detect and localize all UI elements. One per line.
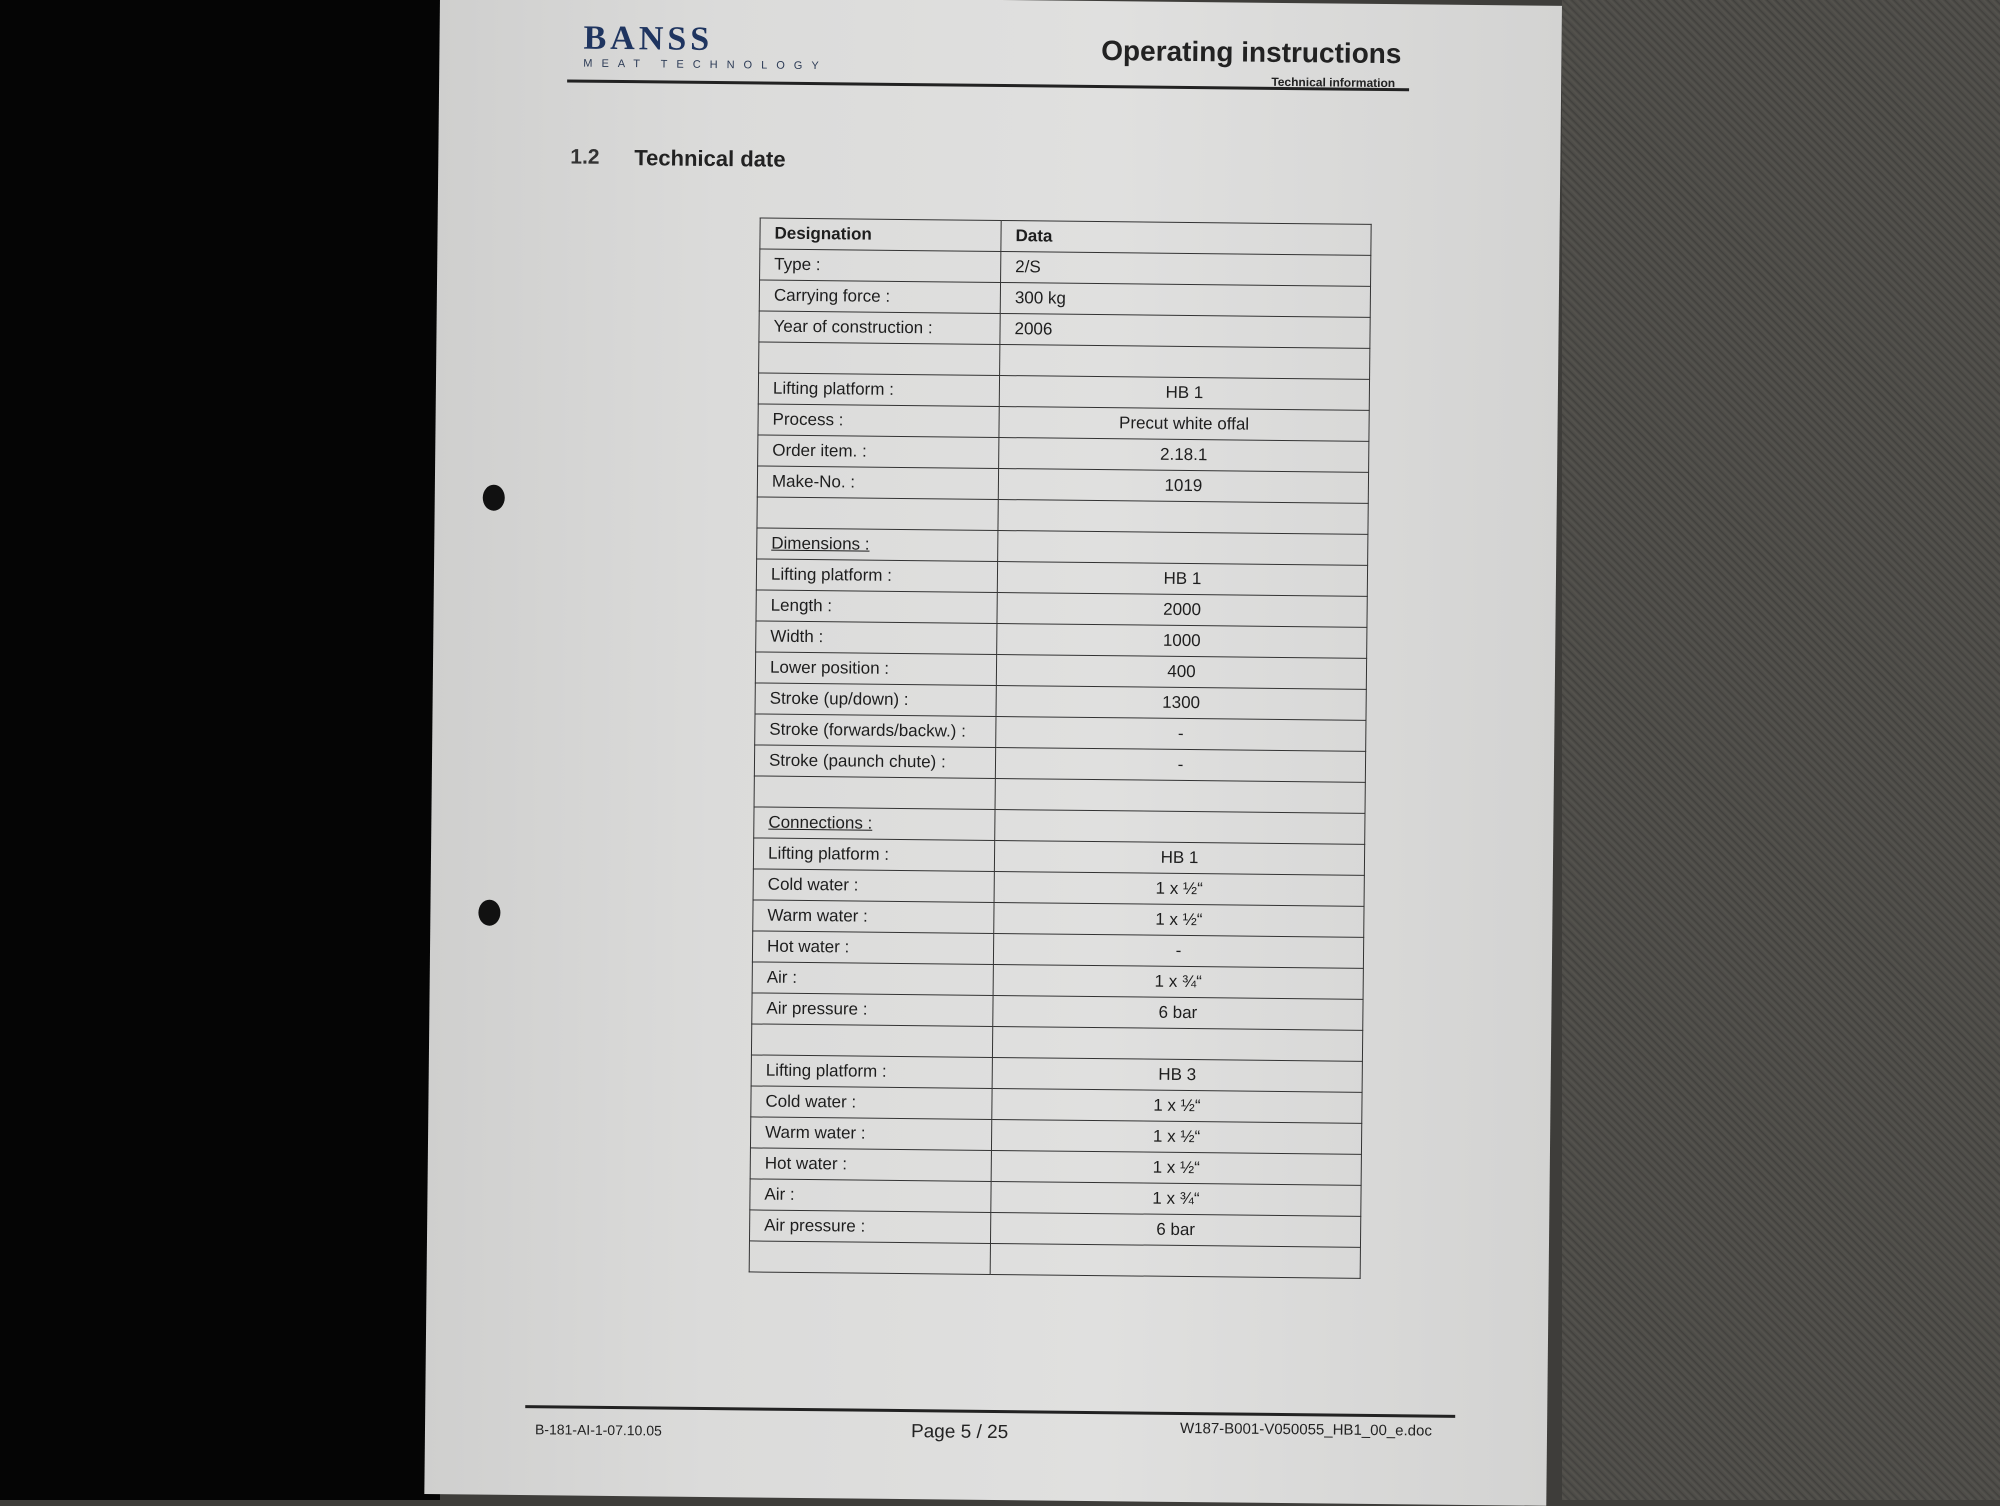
designation-cell: Warm water :	[753, 900, 994, 934]
data-cell: 1019	[998, 469, 1368, 504]
designation-cell: Type :	[760, 249, 1001, 283]
data-cell: HB 1	[994, 840, 1364, 875]
designation-cell: Hot water :	[752, 931, 993, 965]
background-left	[0, 0, 440, 1500]
designation-cell: Carrying force :	[759, 280, 1000, 314]
designation-cell: Stroke (forwards/backw.) :	[755, 714, 996, 748]
data-cell: 1 x ½“	[991, 1150, 1361, 1185]
logo-main-text: BANSS	[583, 19, 714, 58]
designation-cell: Make-No. :	[757, 466, 998, 500]
data-cell	[1000, 345, 1370, 380]
footer-document-code: B-181-AI-1-07.10.05	[534, 1421, 662, 1439]
designation-cell: Stroke (up/down) :	[755, 683, 996, 717]
designation-cell: Lifting platform :	[758, 373, 999, 407]
designation-cell: Length :	[756, 590, 997, 624]
footer-page-number: Page 5 / 25	[910, 1421, 1009, 1444]
data-cell	[995, 778, 1365, 813]
data-cell	[990, 1243, 1360, 1278]
table-row	[749, 1241, 1360, 1278]
data-cell	[998, 499, 1368, 534]
section-number: 1.2	[570, 145, 600, 169]
data-cell: -	[993, 933, 1363, 968]
data-cell	[998, 530, 1368, 565]
designation-cell: Air pressure :	[752, 993, 993, 1027]
data-cell: 1 x ¾“	[991, 1181, 1361, 1216]
designation-cell: Order item. :	[758, 435, 999, 469]
data-cell: 6 bar	[990, 1212, 1360, 1247]
designation-cell: Lifting platform :	[756, 559, 997, 593]
footer-divider	[525, 1405, 1455, 1418]
data-cell	[995, 809, 1365, 844]
designation-cell: Air :	[750, 1179, 991, 1213]
logo-sub-text: MEAT TECHNOLOGY	[583, 57, 828, 73]
data-cell: 2006	[1000, 314, 1370, 349]
punch-hole-icon	[483, 485, 505, 511]
data-cell: 1 x ¾“	[993, 964, 1363, 999]
data-cell: 2000	[997, 592, 1367, 627]
data-cell: 300 kg	[1000, 283, 1370, 318]
document-subtitle: Technical information	[1271, 74, 1396, 91]
data-cell: 2.18.1	[999, 438, 1369, 473]
designation-cell	[754, 776, 995, 810]
data-cell: -	[996, 716, 1366, 751]
data-cell: 1 x ½“	[994, 902, 1364, 937]
designation-cell	[751, 1024, 992, 1058]
technical-data-table	[749, 217, 1372, 1278]
designation-cell: Lifting platform :	[753, 838, 994, 872]
data-cell: 1300	[996, 685, 1366, 720]
designation-cell: Dimensions :	[757, 528, 998, 562]
data-cell: 1 x ½“	[994, 871, 1364, 906]
designation-cell: Cold water :	[753, 869, 994, 903]
data-cell: HB 3	[992, 1057, 1362, 1092]
designation-cell	[759, 342, 1000, 376]
company-logo	[583, 19, 828, 73]
data-cell: 1000	[997, 623, 1367, 658]
designation-cell: Lifting platform :	[751, 1055, 992, 1089]
section-title: Technical date	[634, 145, 786, 172]
designation-cell: Process :	[758, 404, 999, 438]
data-cell: 1 x ½“	[992, 1088, 1362, 1123]
data-cell: -	[995, 747, 1365, 782]
designation-cell: Width :	[756, 621, 997, 655]
data-cell: 2/S	[1001, 252, 1371, 287]
punch-hole-icon	[478, 900, 500, 926]
designation-cell: Lower position :	[755, 652, 996, 686]
designation-cell	[749, 1241, 990, 1275]
footer-file-name: W187-B001-V050055_HB1_00_e.doc	[1179, 1419, 1432, 1440]
data-cell: 1 x ½“	[991, 1119, 1361, 1154]
designation-cell: Year of construction :	[759, 311, 1000, 345]
document-title: Operating instructions	[1101, 35, 1402, 70]
designation-cell: Air pressure :	[749, 1210, 990, 1244]
document-page	[424, 0, 1562, 1506]
data-cell: 400	[996, 654, 1366, 689]
data-cell: Precut white offal	[999, 407, 1369, 442]
designation-cell: Cold water :	[751, 1086, 992, 1120]
designation-cell: Hot water :	[750, 1148, 991, 1182]
data-cell: 6 bar	[993, 995, 1363, 1030]
designation-cell: Air :	[752, 962, 993, 996]
data-cell	[992, 1026, 1362, 1061]
designation-cell	[757, 497, 998, 531]
designation-cell: Stroke (paunch chute) :	[754, 745, 995, 779]
background-right	[1562, 0, 2000, 1500]
designation-cell: Connections :	[754, 807, 995, 841]
data-cell: HB 1	[999, 376, 1369, 411]
header-cell-data: Data	[1001, 221, 1371, 256]
header-cell-designation: Designation	[760, 218, 1001, 252]
data-cell: HB 1	[997, 561, 1367, 596]
designation-cell: Warm water :	[750, 1117, 991, 1151]
